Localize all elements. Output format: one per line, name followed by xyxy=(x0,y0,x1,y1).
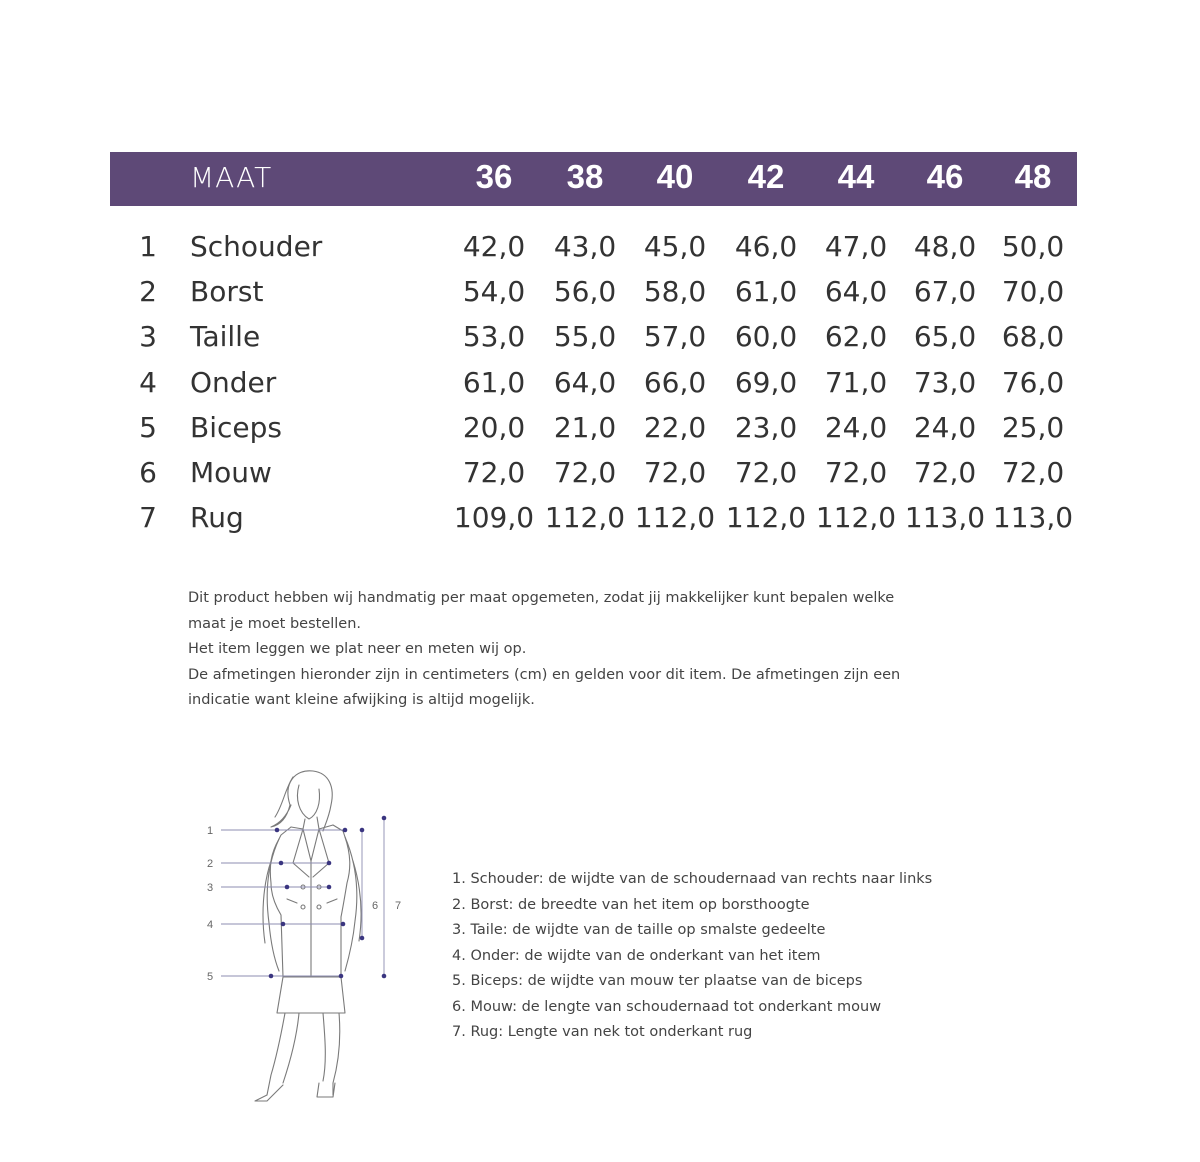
table-cell: 72,0 xyxy=(1001,456,1065,489)
marker-1: 1 xyxy=(207,825,214,837)
row-number: 4 xyxy=(139,366,157,399)
table-cell: 57,0 xyxy=(643,320,707,353)
table-cell: 25,0 xyxy=(1001,411,1065,444)
legend-item-biceps: 5. Biceps: de wijdte van mouw ter plaatse van de biceps xyxy=(452,973,863,989)
table-cell: 62,0 xyxy=(824,320,888,353)
legend-item-borst: 2. Borst: de breedte van het item op borsthoogte xyxy=(452,896,810,913)
table-cell: 54,0 xyxy=(462,275,526,308)
row-number: 6 xyxy=(139,456,157,489)
table-cell: 64,0 xyxy=(553,366,617,399)
table-cell: 69,0 xyxy=(734,366,798,399)
table-row xyxy=(110,456,1077,496)
table-cell: 61,0 xyxy=(462,366,526,399)
table-cell: 58,0 xyxy=(643,275,707,308)
size-header-42: 42 xyxy=(747,158,785,195)
row-number: 1 xyxy=(139,230,157,263)
measurement-figure-illustration xyxy=(195,765,415,1105)
table-row xyxy=(110,275,1077,315)
intro-line-2: Het item leggen we plat neer en meten wij op. xyxy=(188,641,527,657)
legend-item-onder: 4. Onder: de wijdte van de onderkant van het item xyxy=(452,947,821,964)
row-measurement-name: Borst xyxy=(190,275,264,308)
row-measurement-name: Onder xyxy=(190,366,277,399)
table-cell: 112,0 xyxy=(544,501,626,534)
size-header-44: 44 xyxy=(837,158,875,195)
table-cell: 47,0 xyxy=(824,230,888,263)
table-cell: 71,0 xyxy=(824,366,888,399)
table-cell: 113,0 xyxy=(992,501,1074,534)
table-cell: 61,0 xyxy=(734,275,798,308)
row-measurement-name: Mouw xyxy=(190,456,272,489)
table-cell: 70,0 xyxy=(1001,275,1065,308)
table-cell: 65,0 xyxy=(913,320,977,353)
marker-6: 6 xyxy=(372,900,379,912)
table-cell: 46,0 xyxy=(734,230,798,263)
table-cell: 72,0 xyxy=(824,456,888,489)
intro-line-3: De afmetingen hieronder zijn in centimeters (cm) en gelden voor dit item. De afmetingen zijn een indicatie want kleine afwijking is altijd mogelijk. xyxy=(188,666,901,708)
table-cell: 112,0 xyxy=(725,501,807,534)
size-header-38: 38 xyxy=(566,158,604,195)
table-cell: 109,0 xyxy=(453,501,535,534)
marker-7: 7 xyxy=(395,900,402,912)
table-cell: 43,0 xyxy=(553,230,617,263)
table-cell: 72,0 xyxy=(462,456,526,489)
table-cell: 66,0 xyxy=(643,366,707,399)
table-cell: 48,0 xyxy=(913,230,977,263)
size-header-48: 48 xyxy=(1014,158,1052,195)
table-cell: 68,0 xyxy=(1001,320,1065,353)
marker-3: 3 xyxy=(207,882,214,894)
row-measurement-name: Taille xyxy=(190,320,261,353)
legend-item-taille: 3. Taile: de wijdte van de taille op smalste gedeelte xyxy=(452,922,826,938)
size-header-row xyxy=(110,152,1077,206)
table-cell: 22,0 xyxy=(643,411,707,444)
table-cell: 56,0 xyxy=(553,275,617,308)
table-row xyxy=(110,411,1077,451)
measurement-legend xyxy=(452,867,1012,1046)
intro-line-1: Dit product hebben wij handmatig per maat opgemeten, zodat jij makkelijker kunt bepalen welke maat je moet bestellen. xyxy=(188,590,895,632)
table-cell: 76,0 xyxy=(1001,366,1065,399)
table-row xyxy=(110,230,1077,270)
row-number: 7 xyxy=(139,501,157,534)
table-cell: 112,0 xyxy=(815,501,897,534)
table-cell: 73,0 xyxy=(913,366,977,399)
marker-2: 2 xyxy=(207,858,214,870)
table-cell: 60,0 xyxy=(734,320,798,353)
table-cell: 42,0 xyxy=(462,230,526,263)
size-header-40: 40 xyxy=(656,158,694,195)
table-row xyxy=(110,501,1077,541)
marker-5: 5 xyxy=(207,971,214,983)
size-header-46: 46 xyxy=(926,158,964,195)
row-number: 5 xyxy=(139,411,157,444)
table-cell: 55,0 xyxy=(553,320,617,353)
table-cell: 67,0 xyxy=(913,275,977,308)
marker-4: 4 xyxy=(207,919,214,931)
row-number: 2 xyxy=(139,275,157,308)
table-cell: 45,0 xyxy=(643,230,707,263)
legend-item-rug: 7. Rug: Lengte van nek tot onderkant rug xyxy=(452,1024,753,1040)
legend-item-schouder: 1. Schouder: de wijdte van de schoudernaad van rechts naar links xyxy=(452,871,933,887)
measurement-intro xyxy=(188,586,908,714)
table-cell: 24,0 xyxy=(824,411,888,444)
table-cell: 21,0 xyxy=(553,411,617,444)
row-measurement-name: Biceps xyxy=(190,411,282,444)
legend-item-mouw: 6. Mouw: de lengte van schoudernaad tot onderkant mouw xyxy=(452,998,882,1015)
row-measurement-name: Schouder xyxy=(190,230,323,263)
table-cell: 24,0 xyxy=(913,411,977,444)
table-cell: 64,0 xyxy=(824,275,888,308)
size-header-36: 36 xyxy=(475,158,513,195)
table-row xyxy=(110,320,1077,360)
table-cell: 112,0 xyxy=(634,501,716,534)
size-header-label: MAAT xyxy=(190,161,273,194)
table-cell: 23,0 xyxy=(734,411,798,444)
table-cell: 113,0 xyxy=(904,501,986,534)
row-number: 3 xyxy=(139,320,157,353)
table-cell: 72,0 xyxy=(913,456,977,489)
table-row xyxy=(110,366,1077,406)
table-cell: 72,0 xyxy=(643,456,707,489)
table-cell: 53,0 xyxy=(462,320,526,353)
table-cell: 50,0 xyxy=(1001,230,1065,263)
row-measurement-name: Rug xyxy=(190,501,244,534)
table-cell: 20,0 xyxy=(462,411,526,444)
table-cell: 72,0 xyxy=(553,456,617,489)
table-cell: 72,0 xyxy=(734,456,798,489)
